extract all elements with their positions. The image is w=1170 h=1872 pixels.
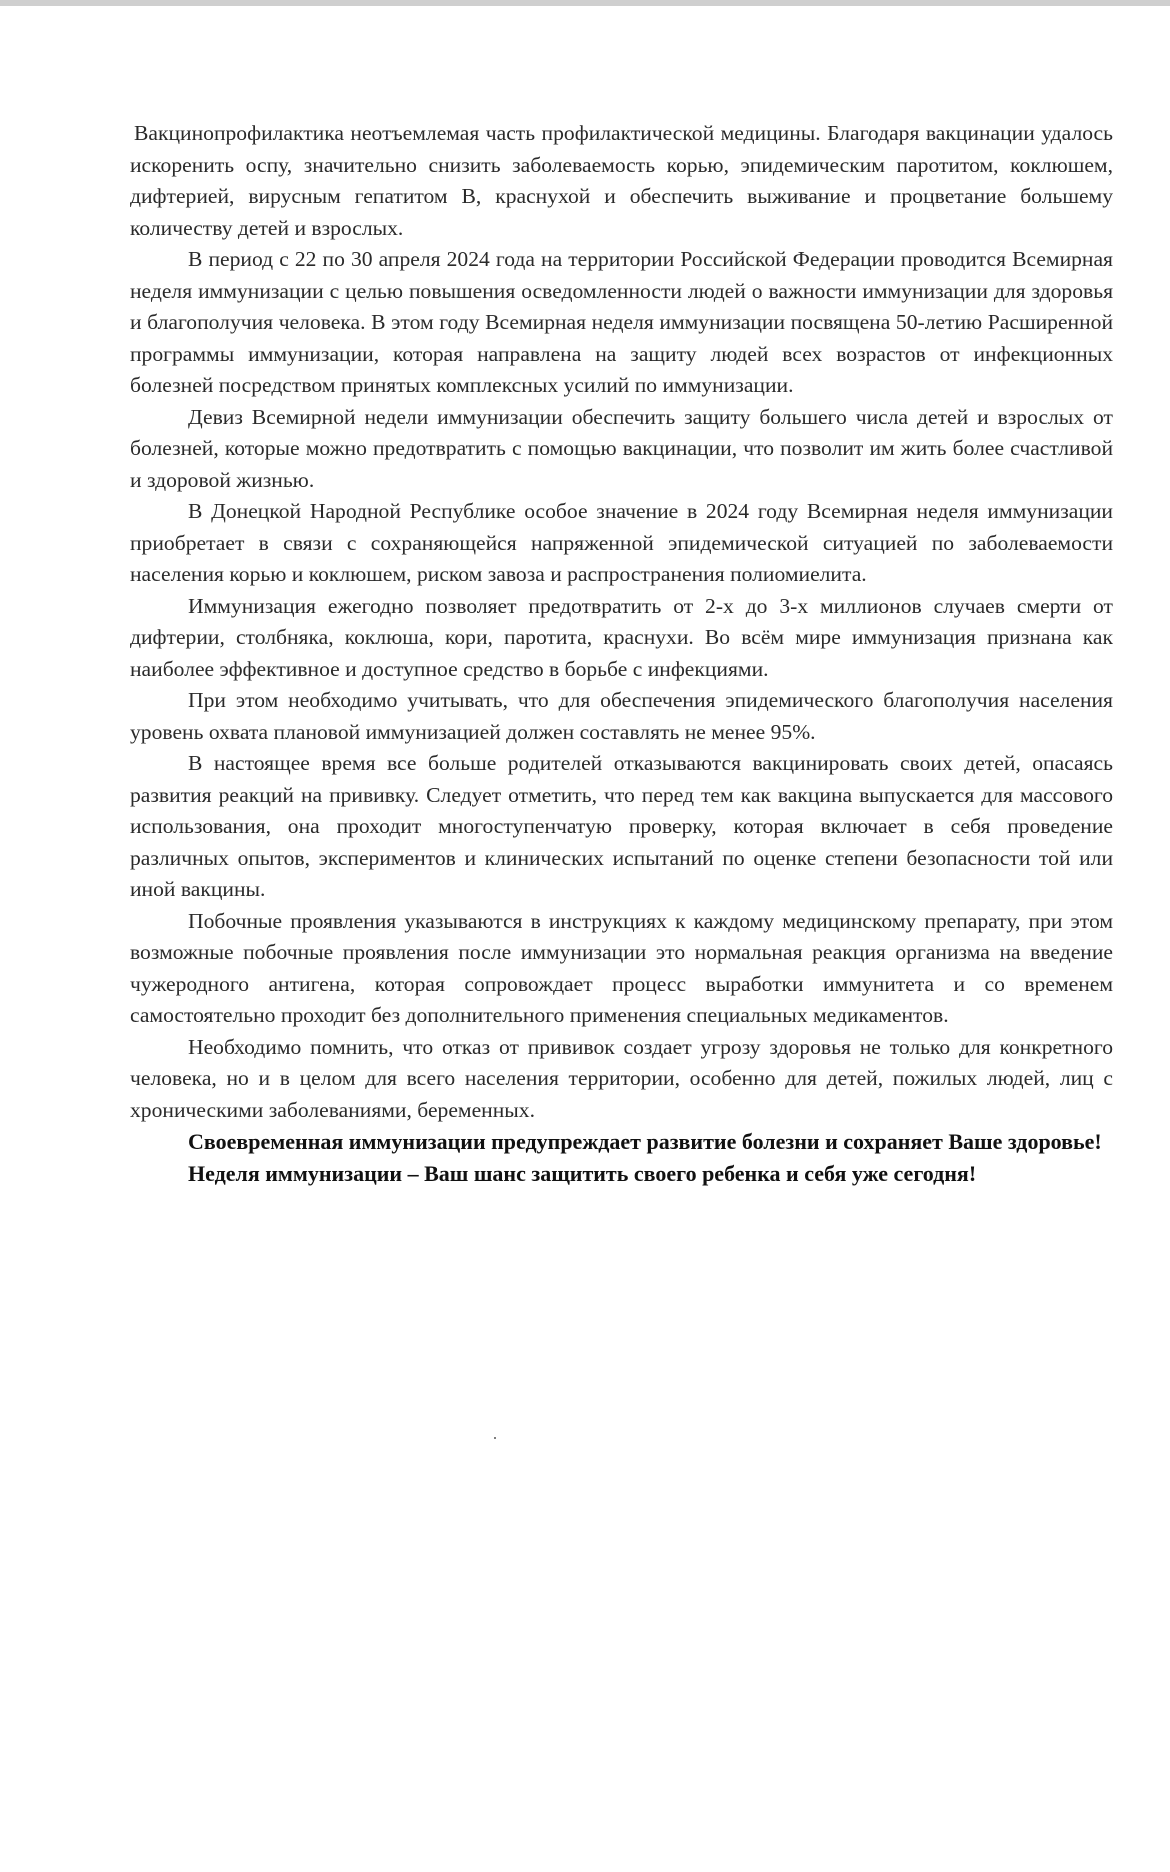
paragraph-motto: Девиз Всемирной недели иммунизации обеспечить защиту большего числа детей и взрослых от болезней, которые можно предотвратить с помощью вакцинации, что позволит им жить более счастливой и здоровой жизнью. bbox=[130, 404, 1113, 492]
paragraph-parents-refusal: В настоящее время все больше родителей отказываются вакцинировать своих детей, опасаясь развития реакций на прививку. Следует отметить, что перед тем как вакцина выпускается для массового использования, она проходит многоступенчатую проверку, которая включает в себя проведение различных опытов, экспериментов и клинических испытаний по оценке степени безопасности той или иной вакцины. bbox=[130, 751, 1113, 901]
paragraph-annual-prevention: Иммунизация ежегодно позволяет предотвратить от 2-х до 3-х миллионов случаев смерти от дифтерии, столбняка, коклюша, кори, паротита, краснухи. Во всём мире иммунизация признана как наиболее эффективное и доступное средство в борьбе с инфекциями. bbox=[130, 593, 1113, 681]
paragraph-vaccination-intro: Вакцинопрофилактика неотъемлемая часть профилактической медицины. Благодаря вакцинации удалось искоренить оспу, значительно снизить заболеваемость корью, эпидемическим паротитом, коклюшем, дифтерией, вирусным гепатитом В, краснухой и обеспечить выживание и процветание большему количеству детей и взрослых. bbox=[130, 121, 1113, 240]
closing-slogan-timely: Своевременная иммунизации предупреждает развитие болезни и сохраняет Ваше здоровье! bbox=[188, 1129, 1102, 1154]
paragraph-dpr: В Донецкой Народной Республике особое значение в 2024 году Всемирная неделя иммунизации приобретает в связи с сохраняющейся напряженной эпидемической ситуацией по заболеваемости населения корью и коклюшем, риском завоза и распространения полиомиелита. bbox=[130, 499, 1113, 586]
document-page bbox=[130, 118, 1113, 1189]
scan-artifact-dot bbox=[494, 1437, 496, 1439]
top-border bbox=[0, 0, 1170, 6]
closing-slogan-week: Неделя иммунизации – Ваш шанс защитить своего ребенка и себя уже сегодня! bbox=[188, 1160, 977, 1186]
paragraph-coverage: При этом необходимо учитывать, что для обеспечения эпидемического благополучия населения уровень охвата плановой иммунизацией должен составлять не менее 95%. bbox=[130, 688, 1113, 744]
paragraph-refusal-threat: Необходимо помнить, что отказ от прививок создает угрозу здоровья не только для конкретного человека, но и в целом для всего населения территории, особенно для детей, пожилых людей, лиц с хроническими заболеваниями, беременных. bbox=[130, 1034, 1113, 1122]
paragraph-side-effects: Побочные проявления указываются в инструкциях к каждому медицинскому препарату, при этом возможные побочные проявления после иммунизации это нормальная реакция организма на введение чужеродного антигена, которая сопровождает процесс выработки иммунитета и со временем самостоятельно проходит без дополнительного применения специальных медикаментов. bbox=[130, 908, 1113, 1027]
paragraph-immunization-week: В период с 22 по 30 апреля 2024 года на территории Российской Федерации проводится Всемирная неделя иммунизации с целью повышения осведомленности людей о важности иммунизации для здоровья и благополучия человека. В этом году Всемирная неделя иммунизации посвящена 50-летию Расширенной программы иммунизации, которая направлена на защиту людей всех возрастов от инфекционных болезней посредством принятых комплексных усилий по иммунизации. bbox=[130, 247, 1113, 397]
